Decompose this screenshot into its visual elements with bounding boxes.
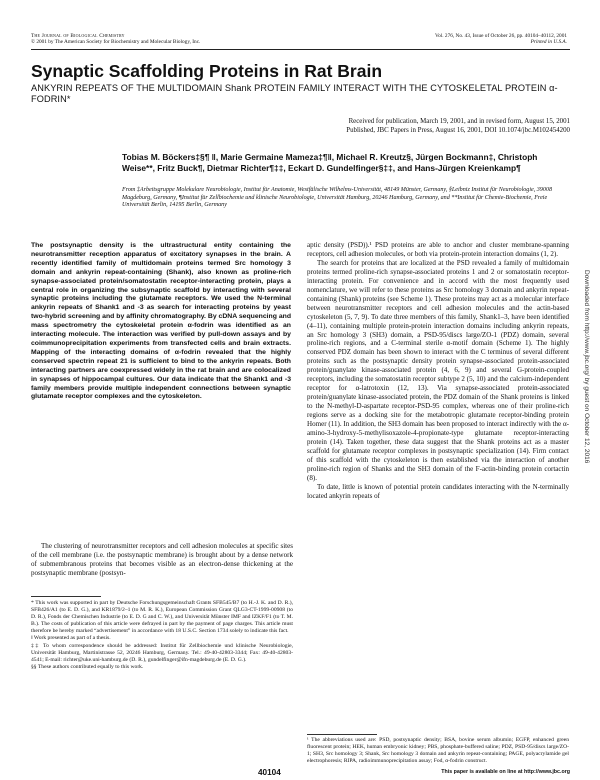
abstract: The postsynaptic density is the ultrastructural entity containing the neurotransmitter reception apparatus of excitatory synapses in the brain. A recently identified family of multidomain proteins termed Src homology 3 domain and ankyrin repeat-containing (Shank), also known as proline-rich synapse-associated protein/somatostatin receptor-interacting protein, plays a central role in organizing the subsynaptic scaffold by interacting with several synaptic proteins including the glutamate receptors. We used the N-terminal ankyrin repeats of Shank1 and -3 as search for interacting proteins by yeast two-hybrid screening and by affinity chromatography. By cDNA sequencing and mass spectrometry the cytoskeletal protein α-fodrin was identified as an interacting molecule. The interaction was verified by pull-down assays and by coimmunoprecipitation experiments from transfected cells and brain extracts. Mapping of the interacting domains of α-fodrin revealed that the highly conserved spectrin repeat 21 is sufficient to bind to the ankyrin repeats. Both interacting partners are coexpressed widely in the rat brain and are colocalized in synapses of hippocampal cultures. Our data indicate that the Shank1 and -3 family members provide multiple independent connections between synaptic glutamate receptor complexes and the cytoskeleton.	[31, 242, 291, 401]
intro-paragraph: The clustering of neurotransmitter receptors and cell adhesion molecules at specific sites of the cell membrane (i.e. the postsynaptic membrane) is brought about by a dense network of submembranous proteins that becomes visible as an electron-dense thickening at the postsynaptic membrane (postsyn-	[31, 542, 293, 577]
introduction-left	[31, 542, 293, 578]
volume-info: Vol. 276, No. 43, Issue of October 26, pp. 40104–40112, 2001	[435, 33, 567, 39]
received-line: Received for publication, March 19, 2001, and in revised form, August 15, 2001	[348, 118, 570, 125]
footnote-rule-left	[31, 596, 101, 597]
author-list: Tobias M. Böckers‡§¶ ‖, Marie Germaine Mameza‡¶‖, Michael R. Kreutz§, Jürgen Bockmann‡, Christoph Weise**, Fritz Buck¶, Dietmar Richter¶‡‡, Eckart D. Gundelfinger§‡‡, and Hans-Jürgen Kreienkamp¶	[122, 152, 538, 174]
body-paragraph: aptic density (PSD)).¹ PSD proteins are able to anchor and cluster membrane-spanning receptors, cell adhesion molecules, or both via protein-protein interaction domains (1, 2).	[307, 241, 569, 258]
download-watermark	[582, 270, 592, 670]
affiliations: From ‡Arbeitsgruppe Molekulare Neurobiologie, Institut für Anatomie, Westfälische Wilhelms-Universität, 48149 Münster, Germany, §Leibniz Institut für Neurobiologie, 39008 Magdeburg, Germany, ¶Institut für Zellbiochemie und klinische Neurobiologie, Universität Hamburg, 20246 Hamburg, Germany, and **Institut für Chemie-Biochemie, Freie Universität Berlin, 14195 Berlin, Germany	[122, 187, 553, 209]
printed-in: Printed in U.S.A.	[530, 39, 567, 46]
body-paragraph: The search for proteins that are localized at the PSD revealed a family of multidomain proteins termed proline-rich synapse-associated proteins 1 and 2 or somatostatin receptor-interacting protein. For convenience and in accord with the most frequently used nomenclature, we will refer to these proteins as Src homology 3 domain and ankyrin repeat-containing (Shank) proteins (see Scheme 1). These proteins may act as a molecular interface between neurotransmitter receptors and cell adhesion molecules and the actin-based cytoskeleton (5, 7, 9). To date three members of this family, Shank1–3, have been identified (4–11), containing multiple protein-protein interaction domains including ankyrin repeats, an Src homology 3 (SH3) domain, a PSD-95/discs large/ZO-1 (PDZ) domain, several proline-rich regions, and a C-terminal sterile α-motif domain (Scheme 1). The highly conserved PDZ domain has been shown to interact with the C terminus of several different proteins such as the postsynaptic density protein synapse-associated protein-associated protein/guanylate kinase-associated protein (4, 6, 9) and several G-protein-coupled receptors, including the somatostatin receptor subtype 2 (5, 10) and the calcium-independent receptor for α-latrotoxin (12, 13). Via synapse-associated protein-associated protein/guanylate kinase-associated protein, the PDZ domain of the Shank proteins is linked to the N-methyl-D-aspartate receptor-PSD-95 complex, whereas one of their proline-rich regions serve as a docking site for the metabotropic glutamate receptor-binding protein Homer (11). In addition, the SH3 domain has been proposed to interact indirectly with the α-amino-3-hydroxy-5-methylisoxazole-4-propionate-type glutamate receptor-interacting protein (14). Taken together, these data suggest that the Shank proteins act as a master scaffold for glutamate receptor complexes in postsynaptic specialization (14). Firm contact of this scaffold with the cytoskeleton is then established via the interaction of another proline-rich region of Shanks and the SH3 domain of the F-actin-binding protein cortactin (8).	[307, 258, 569, 482]
abbreviations-footnote: ¹ The abbreviations used are: PSD, postsynaptic density; BSA, bovine serum albumin; EGFP, enhanced green fluorescent protein; HEK, human embryonic kidney; PBS, phosphate-buffered saline; PDZ, PSD-95/discs large/ZO-1; SH3, Src homology 3; Shank, Src homology 3 domain and ankyrin repeat-containing; PAGE, polyacrylamide gel electrophoresis; RIPA, radioimmunoprecipitation assay; Fod, α-fodrin construct.	[307, 737, 569, 765]
footnotes-left	[31, 600, 293, 671]
equal-contribution-footnote: §§ These authors contributed equally to this work.	[31, 663, 144, 670]
article-subtitle: ANKYRIN REPEATS OF THE MULTIDOMAIN Shank PROTEIN FAMILY INTERACT WITH THE CYTOSKELETAL PROTEIN α-FODRIN*	[31, 83, 558, 104]
correspondence-footnote: ‡‡ To whom correspondence should be addressed: Institut für Zellbiochemie und klinische Neurobiologie, Universität Hamburg, Martinistrasse 52, 20246 Hamburg, Germany. Tel.: 49-40-42803-3344; Fax: 49-40-42803-4541; E-mail: richter@uke.uni-hamburg.de (D. R.), gundelfinger@ifn-magdeburg.de (E. D. G.).	[31, 642, 293, 663]
body-right-column	[307, 241, 569, 501]
article-title: Synaptic Scaffolding Proteins in Rat Brain	[31, 61, 383, 81]
publication-dates	[250, 118, 570, 135]
footnote-rule-right	[307, 734, 377, 735]
thesis-footnote: ‖ Work presented as part of a thesis.	[31, 635, 111, 642]
funding-footnote: * This work was supported in part by Deutsche Forschungsgemeinschaft Grants SFB545/B7 (to H.-J. K. and D. R.), SFB426/A1 (to E. D. G.), and KR1879/2–1 (to M. R. K.), European Commission Grant QLG3-CT-1999-00908 (to D. R.), Fonds der Chemischen Industrie (to E. D. G and C. W.), and Universität Münster IMF and IZKF/F1 (to T. M. B.). The costs of publication of this article were defrayed in part by the payment of page charges. This article must therefore be hereby marked “advertisement” in accordance with 18 U.S.C. Section 1734 solely to indicate this fact.	[31, 600, 293, 635]
watermark-text: Downloaded from http://www.jbc.org/ by guest on October 12, 2016	[583, 270, 590, 464]
copyright-line: © 2001 by The American Society for Biochemistry and Molecular Biology, Inc.	[31, 39, 201, 46]
running-header-right	[435, 33, 567, 46]
body-paragraph: To date, little is known of potential protein candidates interacting with the N-terminally located ankyrin repeats of	[307, 482, 569, 500]
published-line: Published, JBC Papers in Press, August 16, 2001, DOI 10.1074/jbc.M102454200	[346, 126, 570, 134]
header-rule	[31, 49, 570, 50]
availability-link[interactable]: This paper is available on line at http://www.jbc.org	[441, 769, 570, 775]
journal-name: The Journal of Biological Chemistry	[31, 33, 125, 39]
running-header-left	[31, 33, 200, 46]
page-number: 40104	[258, 768, 281, 777]
